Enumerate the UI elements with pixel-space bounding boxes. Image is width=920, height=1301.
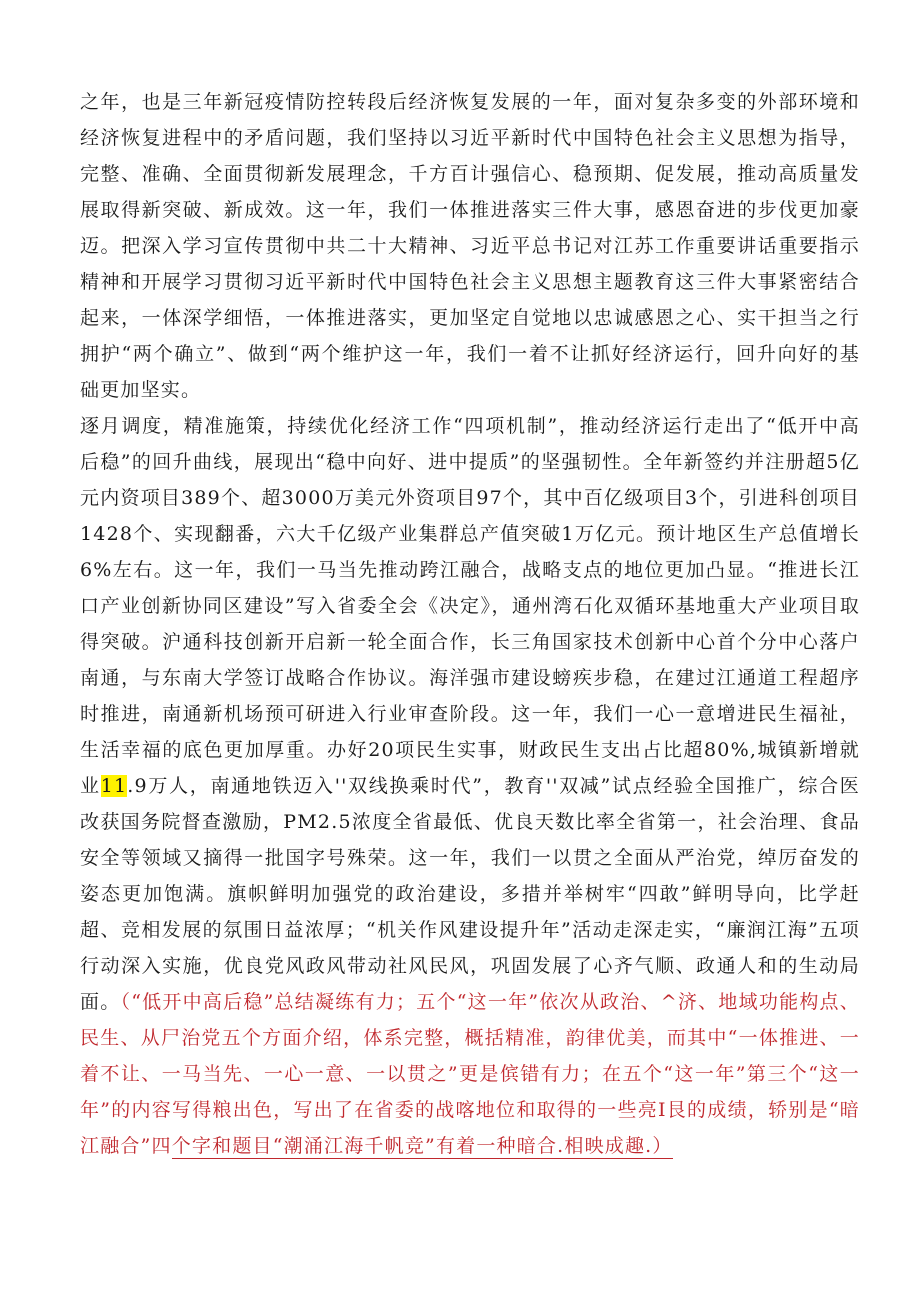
document-body (80, 84, 860, 1164)
editor-comment (80, 991, 860, 1159)
editor-comment-underlined: 个字和题目“潮涌江海千帆竞”有着一种暗合.相映成趣.） (171, 1135, 673, 1157)
editor-comment-text: （“低开中高后稳”总结凝练有力；五个“这一年”依次从政治、^济、地域功能构点、民生、从尸治党五个方面介绍，体系完整，概括精准，韵律优美，而其中“一体推进、一着不让、一马当先、一心一意、一以贯之”更是傧错有力；在五个“这一年”第三个“这一年”的内容写得粮出色，写出了在省委的战喀地位和取得的一些亮I艮的成绩，轿别是“暗江融合”四 (80, 991, 860, 1157)
paragraph-2-text-a: 逐月调度，精准施策，持续优化经济工作“四项机制”，推动经济运行走出了“低开中高后稳”的回升曲线，展现出“稳中向好、进中提质”的坚强韧性。全年新签约并注册超5亿元内资项目389个、超3000万美元外资项目97个，其中百亿级项目3个，引进科创项目1428个、实现翻番，六大千亿级产业集群总产值突破1万亿元。预计地区生产总值增长6%左右。这一年，我们一马当先推动跨江融合，战略支点的地位更加凸显。“推进长江口产业创新协同区建设”写入省委全会《决定》，通州湾石化双循环基地重大产业项目取得突破。沪通科技创新开启新一轮全面合作，长三角国家技术创新中心首个分中心落户南通，与东南大学签订战略合作协议。海洋强市建设螃疾步稳，在建过江通道工程超序时推进，南通新机场预可研进入行业审查阶段。这一年，我们一心一意增进民生福祉，生活幸福的底色更加厚重。办好20项民生实事，财政民生支出占比超80%,城镇新增就业 (80, 415, 860, 797)
paragraph-1 (80, 84, 860, 408)
paragraph-2 (80, 408, 860, 1164)
paragraph-2-text-b: .9万人，南通地铁迈入''双线换乘时代”，教育''双减”试点经验全国推广，综合医改获国务院督查激励，PM2.5浓度全省最低、优良天数比率全省第一，社会治理、食品安全等领域又摘得一批国字号殊荣。这一年，我们一以贯之全面从严治党，绰厉奋发的姿态更加饱满。旗帜鲜明加强党的政治建设，多措并举树牢“四敢”鲜明导向，比学赶超、竞相发展的氛围日益浓厚；“机关作风建设提升年”活动走深走实，“廉润江海”五项行动深入实施，优良党风政风带动社风民风，巩固发展了心齐气顺、政通人和的生动局面。 (80, 775, 861, 1013)
paragraph-1-text: 之年，也是三年新冠疫情防控转段后经济恢复发展的一年，面对复杂多变的外部环境和经济恢复进程中的矛盾问题，我们坚持以习近平新时代中国特色社会主义思想为指导，完整、准确、全面贯彻新发展理念，千方百计强信心、稳预期、促发展，推动高质量发展取得新突破、新成效。这一年，我们一体推进落实三件大事，感恩奋进的步伐更加豪迈。把深入学习宣传贯彻中共二十大精神、习近平总书记对江苏工作重要讲话重要指示精神和开展学习贯彻习近平新时代中国特色社会主义思想主题教育这三件大事紧密结合起来，一体深学细悟，一体推进落实，更加坚定自觉地以忠诚感恩之心、实干担当之行拥护“两个确立”、做到“两个维护这一年，我们一着不让抓好经济运行，回升向好的基础更加坚实。 (80, 91, 860, 401)
highlighted-number: 11 (100, 775, 128, 797)
